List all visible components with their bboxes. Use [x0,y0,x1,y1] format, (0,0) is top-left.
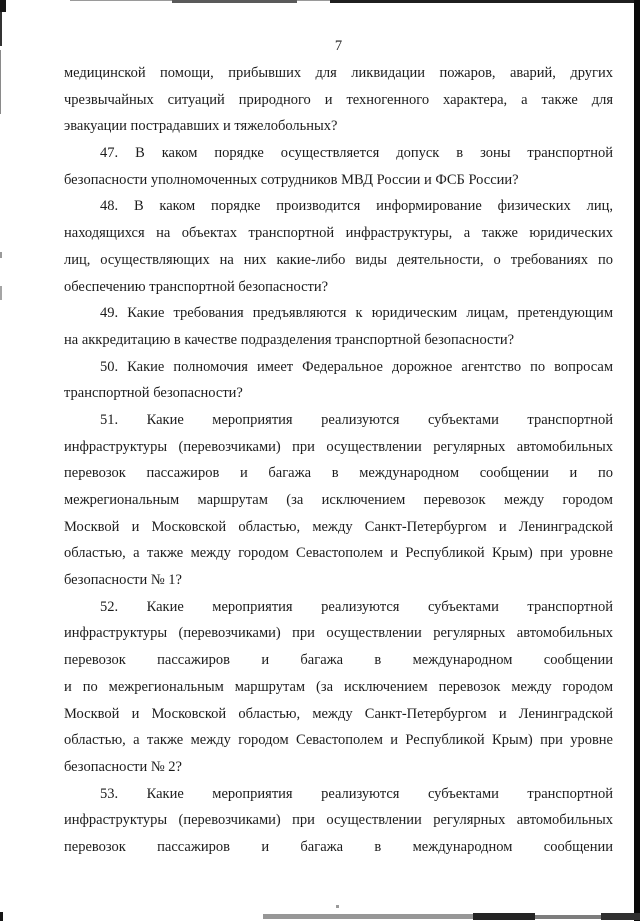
text-line: перевозок пассажиров и багажа в международном сообщении [64,652,613,669]
text-line: безопасности уполномоченных сотрудников МВД России и ФСБ России? [64,171,519,188]
scan-artifact-bottom-edge-band [535,915,601,919]
text-line: инфраструктуры (перевозчиками) при осуществлении регулярных автомобильных [64,812,613,829]
scan-artifact-speck [336,905,339,908]
text-line: 50. Какие полномочия имеет Федеральное дорожное агентство по вопросам [100,358,613,375]
text-line: перевозок пассажиров и багажа в международном сообщении [64,838,613,855]
text-line: областью, а также между городом Севастополем и Республикой Крым) при уровне [64,732,613,749]
text-line: инфраструктуры (перевозчиками) при осуществлении регулярных автомобильных [64,438,613,455]
scan-artifact-top-edge-segment [330,0,636,3]
text-line: 49. Какие требования предъявляются к юридическим лицам, претендующим [100,305,613,322]
scan-artifact-left-edge-mark [0,286,2,300]
text-line: 47. В каком порядке осуществляется допуск в зоны транспортной [100,145,613,162]
page-number: 7 [334,38,343,54]
text-line: безопасности № 2? [64,758,182,775]
scan-artifact-bottom-edge-band [601,913,640,920]
text-line: межрегиональным маршрутам (за исключением перевозок между городом [64,492,613,508]
text-line: эвакуации пострадавших и тяжелобольных? [64,118,338,135]
text-line: обеспечению транспортной безопасности? [64,278,329,295]
text-line: Москвой и Московской областью, между Санкт-Петербургом и Ленинградской [64,518,613,535]
text-line: перевозок пассажиров и багажа в международном сообщении и по [64,465,613,482]
text-line: на аккредитацию в качестве подразделения транспортной безопасности? [64,331,515,348]
text-line: 52. Какие мероприятия реализуются субъектами транспортной [100,598,613,615]
text-line: транспортной безопасности? [64,385,243,402]
text-line: находящихся на объектах транспортной инфраструктуры, а также юридических [64,225,613,242]
scan-artifact-bottom-edge-band [263,914,475,919]
text-line: Москвой и Московской областью, между Санкт-Петербургом и Ленинградской [64,705,613,722]
text-line: инфраструктуры (перевозчиками) при осуществлении регулярных автомобильных [64,625,613,642]
scan-artifact-bottom-left-corner [0,912,3,921]
text-line: и по межрегиональным маршрутам (за исключением перевозок между городом [64,678,613,695]
scan-artifact-left-edge-mark [0,12,2,46]
text-line: медицинской помощи, прибывших для ликвидации пожаров, аварий, других [64,65,613,81]
scan-artifact-bottom-edge-band [473,913,535,920]
scan-artifact-left-edge-mark [0,50,1,114]
document-text [64,60,613,861]
scan-artifact-right-edge-bar [634,0,640,921]
text-line: безопасности № 1? [64,572,182,589]
text-line: 51. Какие мероприятия реализуются субъектами транспортной [100,411,613,428]
text-line: чрезвычайных ситуаций природного и техногенного характера, а также для [64,91,613,108]
scan-artifact-top-left-corner [0,0,6,12]
scan-artifact-top-edge-segment [172,0,297,3]
text-line: 48. В каком порядке производится информирование физических лиц, [100,198,613,215]
scan-artifact-top-edge-line [70,0,635,1]
scan-artifact-left-edge-mark [0,252,2,258]
text-line: областью, а также между городом Севастополем и Республикой Крым) при уровне [64,545,613,562]
text-line: 53. Какие мероприятия реализуются субъектами транспортной [100,785,613,802]
text-line: лиц, осуществляющих на них какие-либо виды деятельности, о требованиях по [64,251,613,268]
